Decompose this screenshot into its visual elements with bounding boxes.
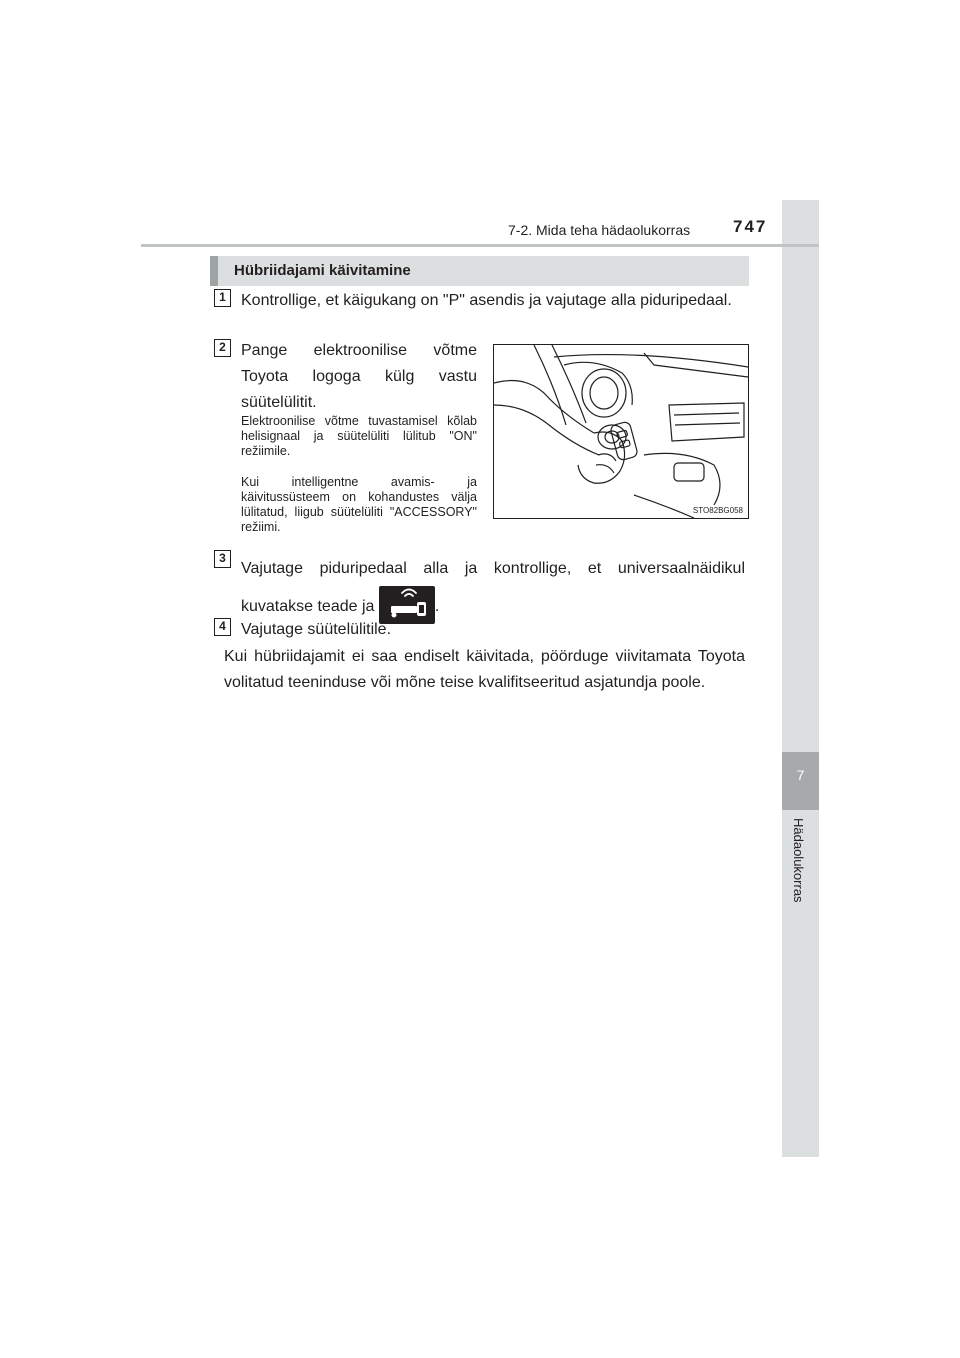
step-3-text xyxy=(241,550,745,626)
section-heading xyxy=(210,256,749,286)
step-3-text-before: Vajutage piduripedaal alla ja kontrollige, et universaalnäidikul kuvatakse teade ja xyxy=(241,560,745,616)
step-1-text: Kontrollige, et käigukang on "P" asendis ja vajutage alla piduripedaal. xyxy=(241,292,732,309)
step-3-text-after: . xyxy=(434,598,440,616)
side-tab-bar xyxy=(782,200,819,1157)
hand-holding-smart-key-illustration xyxy=(494,345,748,518)
closing-paragraph: Kui hübriidajamit ei saa endiselt käivitada, pöörduge viivitamata Toyota volitatud teeninduse või mõne teise kvalifitseeritud asjatundja poole. xyxy=(224,648,745,691)
header-section-title: 7-2. Mida teha hädaolukorras xyxy=(508,222,691,238)
header-divider xyxy=(141,244,819,247)
illustration-code: STO82BG058 xyxy=(692,506,743,515)
page-number: 747 xyxy=(733,217,768,236)
step-2-note-2: Kui intelligentne avamis- ja käivitussüsteem on kohandustes välja lülitatud, liigub süütelüliti "ACCESSORY" režiimi. xyxy=(241,475,477,534)
step-1-marker: 1 xyxy=(214,289,231,307)
step-4-marker: 4 xyxy=(214,618,231,636)
section-heading-text: Hübriidajami käivitamine xyxy=(234,262,411,279)
step-2-text: Pange elektroonilise võtme Toyota logoga külg vastu süütelülitit. xyxy=(241,342,477,411)
step-2-note-1: Elektroonilise võtme tuvastamisel kõlab helisignaal ja süütelüliti lülitub "ON" režiimile. xyxy=(241,414,477,458)
step-4-text: Vajutage süütelülitile. xyxy=(241,621,392,638)
step-3-marker: 3 xyxy=(214,550,231,568)
step-2-marker: 2 xyxy=(214,339,231,357)
side-tab-chapter-number: 7 xyxy=(796,767,805,783)
smart-key-illustration xyxy=(493,344,749,519)
